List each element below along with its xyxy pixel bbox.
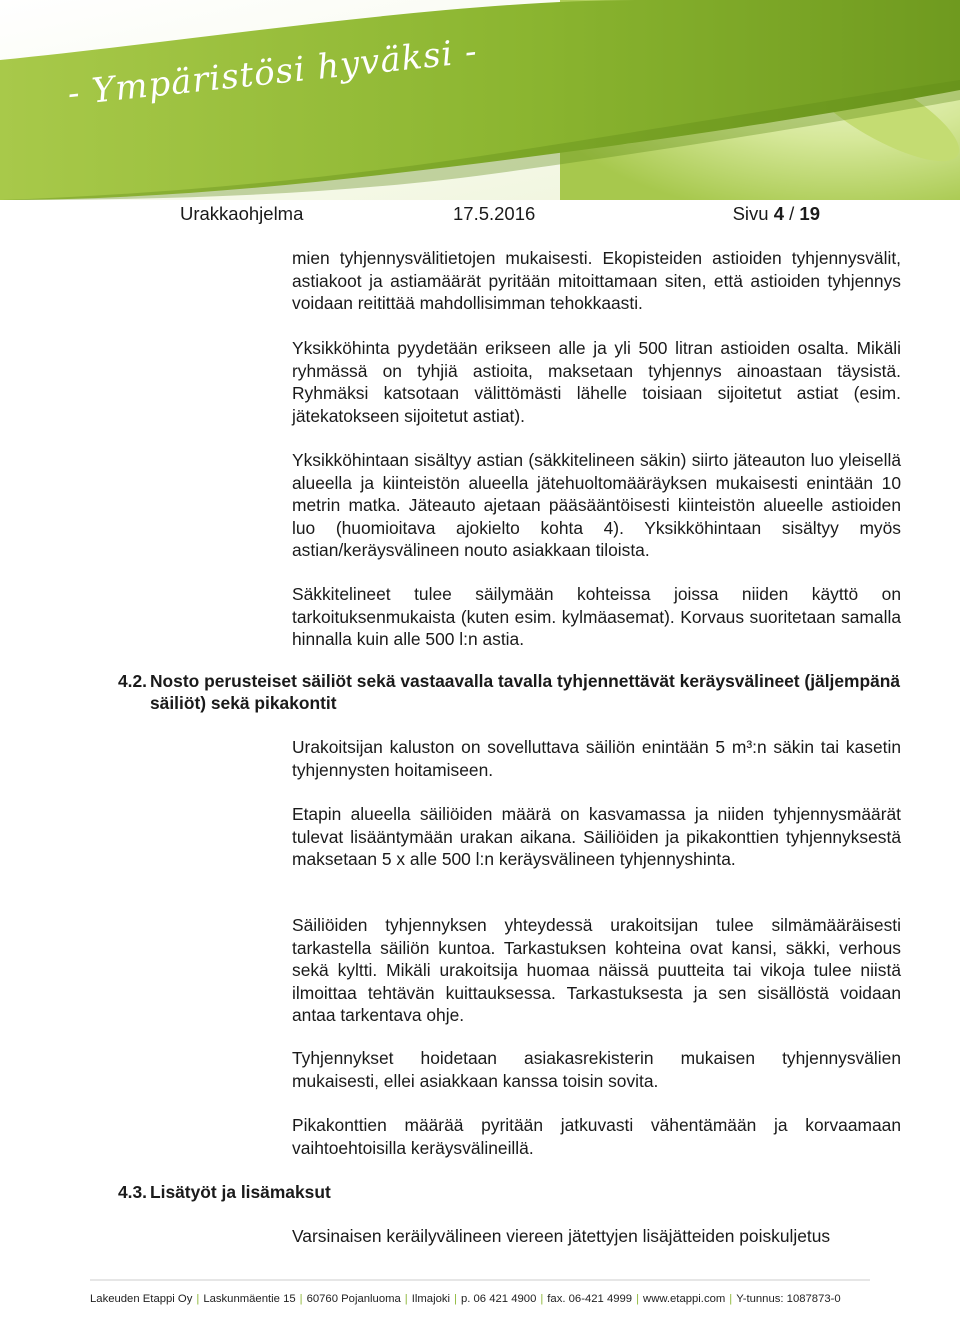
footer-separator: | xyxy=(404,1293,408,1305)
header-banner xyxy=(0,0,960,200)
paragraph: Säiliöiden tyhjennyksen yhteydessä urakoitsijan tulee silmämääräisesti tarkastella säiliön kuntoa. Tarkastuksen kohteina ovat kansi, säkki, verhous sekä kyltti. Mikäli urakoitsija huomaa näissä puutteita tai vikoja tulee niistä ilmoittaa tehtävän kuittauksessa. Tarkastuksesta ja sen sisällöstä voidaan antaa tarkentava ohje. xyxy=(292,915,901,1026)
running-header xyxy=(180,203,820,227)
footer-postal: 60760 Pojanluoma xyxy=(306,1293,401,1305)
document-date: 17.5.2016 xyxy=(453,203,536,224)
paragraph: Varsinaisen keräilyvälineen viereen jätettyjen lisäjätteiden poiskuljetus xyxy=(292,1226,831,1246)
footer-separator: | xyxy=(454,1293,457,1305)
footer-fax: fax. 06-421 4999 xyxy=(547,1293,633,1305)
document-title: Urakkaohjelma xyxy=(180,203,304,224)
paragraph: Urakoitsijan kaluston on sovelluttava säiliön enintään 5 m³:n säkin tai kasetin tyhjennysten hoitamiseen. xyxy=(292,737,901,780)
footer-company: Lakeuden Etappi Oy xyxy=(90,1293,193,1305)
footer-website: www.etappi.com xyxy=(643,1293,726,1305)
paragraph: Etapin alueella säiliöiden määrä on kasvamassa ja niiden tyhjennysmäärät tulevat lisääntymään urakan aikana. Säiliöiden ja pikakonttien tyhjennyksestä maksetaan 5 x alle 500 l:n keräysvälineen tyhjennyshinta. xyxy=(292,804,901,870)
paragraph: mien tyhjennysvälitietojen mukaisesti. Ekopisteiden astioiden tyhjennysvälit, astiakoot ja astiamäärät pyritään mitoittamaan siten, että astioiden tyhjennys voidaan reitittää mahdollisimman tehokkaasti. xyxy=(292,248,901,314)
section-heading-4-3 xyxy=(118,1181,378,1203)
footer-phone: p. 06 421 4900 xyxy=(460,1293,537,1305)
footer-separator: | xyxy=(729,1293,733,1305)
paragraph: Pikakonttien määrää pyritään jatkuvasti vähentämään ja korvaamaan vaihtoehtoisilla keräysvälineillä. xyxy=(292,1115,901,1158)
page-footer xyxy=(90,1293,880,1305)
paragraph: Yksikköhinta pyydetään erikseen alle ja yli 500 litran astioiden osalta. Mikäli ryhmässä on tyhjiä astioita, maksetaan tyhjennys ainoastaan täysistä. Ryhmäksi katsotaan välittömästi lähelle toisiaan sijoitetut astiat (esim. jätekatokseen sijoitetut astiat). xyxy=(292,338,901,426)
slogan-text: - Ympäristösi hyväksi - xyxy=(65,31,480,114)
footer-separator: | xyxy=(196,1293,200,1305)
footer-divider xyxy=(90,1279,870,1281)
footer-separator: | xyxy=(299,1293,303,1305)
page-current: 4 xyxy=(773,203,784,224)
footer-separator: | xyxy=(636,1293,640,1305)
page-total: 19 xyxy=(799,203,820,224)
page-number xyxy=(733,203,820,225)
section-number: 4.2. xyxy=(118,671,148,691)
section-title: Lisätyöt ja lisämaksut xyxy=(150,1182,331,1202)
paragraph: Tyhjennykset hoidetaan asiakasrekisterin mukaisen tyhjennysvälien mukaisesti, ellei asiakkaan kanssa toisin sovita. xyxy=(292,1048,901,1091)
page-label: Sivu xyxy=(732,203,769,224)
section-heading-4-2 xyxy=(118,670,908,714)
footer-business-id: Y-tunnus: 1087873-0 xyxy=(736,1293,841,1305)
footer-address: Laskunmäentie 15 xyxy=(203,1293,296,1305)
section-number: 4.3. xyxy=(118,1182,148,1202)
footer-separator: | xyxy=(540,1293,544,1305)
paragraph: Säkkitelineet tulee säilymään kohteissa joissa niiden käyttö on tarkoituksenmukaista (kuten esim. kylmäasemat). Korvaus suoritetaan samalla hinnalla kuin alle 500 l:n astia. xyxy=(292,584,901,650)
page-separator: / xyxy=(789,203,795,224)
paragraph: Yksikköhintaan sisältyy astian (säkkitelineen säkin) siirto jäteauton luo yleisellä alueella ja kiinteistön alueella jätehuoltomääräyksen mukaisesti enintään 10 metrin matka. Jäteauto ajetaan pääsääntöisesti kiinteistön alueelle astioiden luo (huomioitava ajokielto kohta 4). Yksikköhintaan sisältyy myös astian/keräysvälineen nouto asiakkaan tiloista. xyxy=(292,450,901,561)
section-title: Nosto perusteiset säiliöt sekä vastaavalla tavalla tyhjennettävät keräysvälineet (jäljempänä säiliöt) sekä pikakontit xyxy=(150,671,901,713)
footer-city: Ilmajoki xyxy=(411,1293,451,1305)
